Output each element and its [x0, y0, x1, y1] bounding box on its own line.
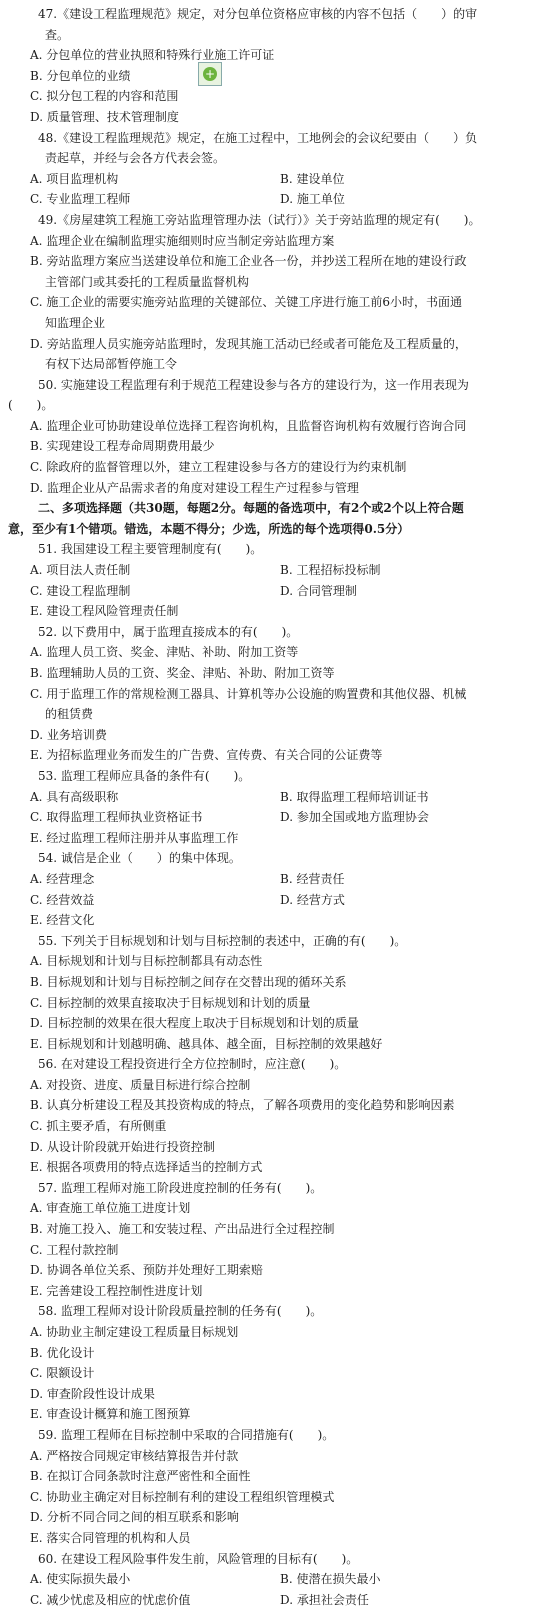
question-text: 55. 下列关于目标规划和计划与目标控制的表述中，正确的有( )。 — [38, 933, 407, 948]
option-text: B. 认真分析建设工程及其投资构成的特点，了解各项费用的变化趋势和影响因素 — [30, 1098, 455, 1113]
option-text: D. 质量管理、技术管理制度 — [30, 109, 179, 124]
continuation-text: 查。 — [45, 27, 70, 42]
continuation-text: 知监理企业 — [45, 315, 106, 330]
option-text: A. 监理企业在编制监理实施细则时应当制定旁站监理方案 — [30, 233, 335, 248]
option-text: B. 使潜在损失最小 — [280, 1572, 381, 1587]
question-text: 48.《建设工程监理规范》规定，在施工过程中，工地例会的会议纪要由（ ）负 — [38, 130, 478, 145]
option-pair — [8, 787, 552, 808]
option-text: C. 专业监理工程师 — [30, 192, 131, 207]
option-text: C. 目标控制的效果直接取决于目标规划和计划的质量 — [30, 995, 311, 1010]
option-text: A. 严格按合同规定审核结算报告并付款 — [30, 1448, 239, 1463]
question-text: 54. 诚信是企业（ ）的集中体现。 — [38, 851, 241, 866]
option-text: B. 建设单位 — [280, 171, 345, 186]
option-text: A. 项目监理机构 — [30, 171, 119, 186]
option-text: B. 分包单位的业绩 — [30, 68, 131, 83]
option-text: D. 参加全国或地方监理协会 — [280, 810, 429, 825]
question-text: 52. 以下费用中，属于监理直接成本的有( )。 — [38, 624, 299, 639]
option-text: C. 抓主要矛盾，有所侧重 — [30, 1119, 167, 1134]
option-text: D. 经营方式 — [280, 892, 345, 907]
question-text: 53. 监理工程师应具备的条件有( )。 — [38, 768, 251, 783]
option-text: C. 限额设计 — [30, 1366, 95, 1381]
question-text: 49.《房屋建筑工程施工旁站监理管理办法（试行）》关于旁站监理的规定有( )。 — [38, 212, 481, 227]
option-text: D. 业务培训费 — [30, 727, 107, 742]
question-text: 56. 在对建设工程投资进行全方位控制时，应注意( )。 — [38, 1057, 347, 1072]
option-text: D. 施工单位 — [280, 192, 345, 207]
option-text: C. 用于监理工作的常规检测工器具、计算机等办公设施的购置费和其他仪器、机械 — [30, 686, 467, 701]
option-pair — [8, 189, 552, 210]
option-text: D. 承担社会责任 — [280, 1592, 369, 1607]
option-pair — [8, 890, 552, 911]
option-pair — [8, 560, 552, 581]
option-pair — [8, 1590, 552, 1610]
option-text: A. 对投资、进度、质量目标进行综合控制 — [30, 1077, 251, 1092]
option-text: C. 拟分包工程的内容和范围 — [30, 89, 179, 104]
option-text: C. 建设工程监理制 — [30, 583, 131, 598]
question-text: 60. 在建设工程风险事件发生前，风险管理的目标有( )。 — [38, 1551, 359, 1566]
question-text: 57. 监理工程师对施工阶段进度控制的任务有( )。 — [38, 1180, 323, 1195]
option-text: E. 建设工程风险管理责任制 — [30, 604, 179, 619]
option-text: D. 从设计阶段就开始进行投资控制 — [30, 1139, 215, 1154]
option-text: D. 监理企业从产品需求者的角度对建设工程生产过程参与管理 — [30, 480, 359, 495]
option-text: B. 目标规划和计划与目标控制之间存在交替出现的循环关系 — [30, 974, 347, 989]
option-text: D. 协调各单位关系、预防并处理好工期索赔 — [30, 1263, 263, 1278]
option-text: B. 取得监理工程师培训证书 — [280, 789, 429, 804]
section-heading: 二、多项选择题（共30题，每题2分。每题的备选项中，有2个或2个以上符合题 — [38, 501, 464, 516]
option-text: A. 审查施工单位施工进度计划 — [30, 1201, 191, 1216]
option-text: A. 分包单位的营业执照和特殊行业施工许可证 — [30, 48, 275, 63]
option-text: A. 目标规划和计划与目标控制都具有动态性 — [30, 954, 263, 969]
option-text: E. 经过监理工程师注册并从事监理工作 — [30, 830, 239, 845]
option-pair — [8, 807, 552, 828]
option-text: D. 合同管理制 — [280, 583, 357, 598]
option-text: C. 协助业主确定对目标控制有利的建设工程组织管理模式 — [30, 1489, 335, 1504]
option-text: E. 落实合同管理的机构和人员 — [30, 1530, 191, 1545]
option-pair — [8, 581, 552, 602]
option-text: A. 具有高级职称 — [30, 789, 119, 804]
option-text: B. 实现建设工程寿命周期费用最少 — [30, 439, 215, 454]
option-text: D. 审查阶段性设计成果 — [30, 1386, 155, 1401]
option-text: E. 审查设计概算和施工图预算 — [30, 1407, 191, 1422]
option-text: E. 为招标监理业务而发生的广告费、宣传费、有关合同的公证费等 — [30, 748, 383, 763]
option-text: C. 工程付款控制 — [30, 1242, 119, 1257]
option-text: B. 对施工投入、施工和安装过程、产出品进行全过程控制 — [30, 1222, 335, 1237]
option-text: A. 监理企业可协助建设单位选择工程咨询机构，且监督咨询机构有效履行咨询合同 — [30, 418, 467, 433]
option-pair — [8, 1569, 552, 1590]
option-text: A. 协助业主制定建设工程质量目标规划 — [30, 1325, 239, 1339]
option-text: C. 取得监理工程师执业资格证书 — [30, 810, 203, 825]
question-text: 59. 监理工程师在目标控制中采取的合同措施有( )。 — [38, 1427, 335, 1442]
option-text: B. 在拟订合同条款时注意严密性和全面性 — [30, 1469, 251, 1484]
option-text: E. 根据各项费用的特点选择适当的控制方式 — [30, 1160, 263, 1175]
question-list — [8, 4, 552, 1610]
question-text: 50. 实施建设工程监理有利于规范工程建设参与各方的建设行为，这一作用表现为 — [38, 377, 469, 392]
option-text: B. 监理辅助人员的工资、奖金、津贴、补助、附加工资等 — [30, 666, 335, 680]
option-text: D. 分析不同合同之间的相互联系和影响 — [30, 1510, 239, 1525]
question-text: 58. 监理工程师对设计阶段质量控制的任务有( )。 — [38, 1304, 323, 1319]
option-text: C. 施工企业的需要实施旁站监理的关键部位、关键工序进行施工前6小时，书面通 — [30, 295, 463, 310]
option-text: C. 除政府的监督管理以外，建立工程建设参与各方的建设行为约束机制 — [30, 460, 407, 475]
option-text: E. 目标规划和计划越明确、越具体、越全面，目标控制的效果越好 — [30, 1036, 383, 1051]
continuation-text: 有权下达局部暂停施工令 — [45, 357, 178, 372]
option-text: B. 工程招标投标制 — [280, 563, 381, 578]
section-heading: 意，至少有1个错项。错选，本题不得分；少选，所选的每个选项得0.5分） — [8, 521, 410, 536]
option-text: D. 目标控制的效果在很大程度上取决于目标规划和计划的质量 — [30, 1016, 359, 1031]
option-text: E. 完善建设工程控制性进度计划 — [30, 1283, 203, 1298]
option-text: B. 旁站监理方案应当送建设单位和施工企业各一份，并抄送工程所在地的建设行政 — [30, 254, 467, 269]
option-pair — [8, 169, 552, 190]
continuation-text: 的租赁费 — [45, 707, 94, 722]
continuation-text: ( )。 — [8, 398, 54, 413]
plus-icon: + — [204, 67, 216, 81]
question-text: 47.《建设工程监理规范》规定，对分包单位资格应审核的内容不包括（ ）的审 — [38, 7, 478, 21]
option-text: C. 经营效益 — [30, 892, 95, 907]
question-text: 51. 我国建设工程主要管理制度有( )。 — [38, 542, 263, 557]
option-text: B. 优化设计 — [30, 1345, 95, 1360]
option-text: A. 使实际损失最小 — [30, 1572, 131, 1587]
continuation-text: 责起草，并经与会各方代表会签。 — [45, 151, 226, 166]
option-text: A. 监理人员工资、奖金、津贴、补助、附加工资等 — [30, 645, 299, 660]
option-pair — [8, 869, 552, 890]
add-button[interactable] — [198, 62, 222, 86]
option-text: A. 项目法人责任制 — [30, 563, 131, 578]
option-text: B. 经营责任 — [280, 871, 345, 886]
continuation-text: 主管部门或其委托的工程质量监督机构 — [45, 274, 250, 289]
option-text: C. 减少忧虑及相应的忧虑价值 — [30, 1592, 191, 1607]
option-text: E. 经营文化 — [30, 913, 95, 928]
option-text: A. 经营理念 — [30, 871, 95, 886]
option-text: D. 旁站监理人员实施旁站监理时，发现其施工活动已经或者可能危及工程质量的， — [30, 336, 467, 351]
